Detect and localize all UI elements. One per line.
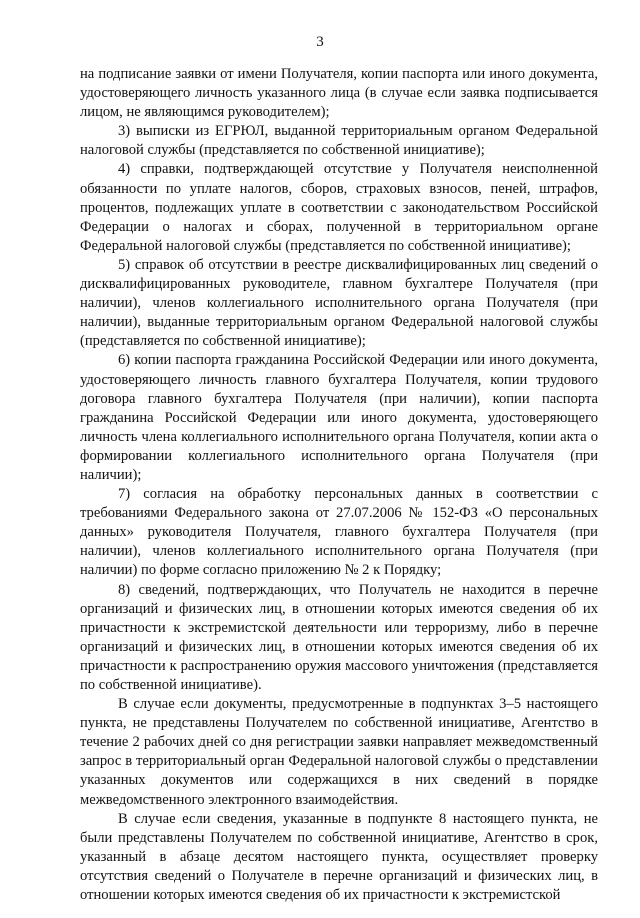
document-body [80, 65, 598, 905]
paragraph-item-8: 8) сведений, подтверждающих, что Получатель не находится в перечне организаций и физических лиц, в отношении которых имеются сведения об их причастности к экстремистской деятельности или терроризму, либо в перечне организаций и физических лиц, в отношении которых имеются сведения об их причастности к распространению оружия массового уничтожения (представляется по собственной инициативе). [80, 581, 598, 693]
paragraph-item-6: 6) копии паспорта гражданина Российской Федерации или иного документа, удостоверяющего личность главного бухгалтера Получателя, копии трудового договора главного бухгалтера Получателя (при наличии), копии паспорта гражданина Российской Федерации или иного документа, удостоверяющего личность члена коллегиального исполнительного органа Получателя, копии акта о формировании коллегиального исполнительного органа Получателя (при наличии); [80, 352, 598, 483]
page-number: 3 [316, 34, 324, 50]
paragraph-item-7: 7) согласия на обработку персональных данных в соответствии с требованиями Федерального закона от 27.07.2006 № 152-ФЗ «О персональных данных» руководителя Получателя, главного бухгалтера Получателя (при наличии), членов коллегиального исполнительного органа Получателя (при наличии) по форме согласно приложению № 2 к Порядку; [80, 486, 598, 579]
paragraph-item-4: 4) справки, подтверждающей отсутствие у Получателя неисполненной обязанности по уплате налогов, сборов, страховых взносов, пеней, штрафов, процентов, подлежащих уплате в соответствии с законодательством Российской Федерации о налогах и сборах, полученной в территориальном органе Федеральной налоговой службы (представляется по собственной инициативе); [80, 161, 598, 254]
paragraph-continuation: на подписание заявки от имени Получателя, копии паспорта или иного документа, удостоверяющего личность указанного лица (в случае если заявка подписывается лицом, не являющимся руководителем); [80, 66, 598, 121]
paragraph-missing-docs: В случае если документы, предусмотренные в подпунктах 3–5 настоящего пункта, не представлены Получателем по собственной инициативе, Агентство в течение 2 рабочих дней со дня регистрации заявки направляет межведомственный запрос в территориальный орган Федеральной налоговой службы о представлении указанных документов или содержащихся в них сведений в порядке межведомственного электронного взаимодействия. [80, 696, 598, 808]
paragraph-missing-info: В случае если сведения, указанные в подпункте 8 настоящего пункта, не были представлены Получателем по собственной инициативе, Агентство в срок, указанный в абзаце десятом настоящего пункта, осуществляет проверку отсутствия сведений о Получателе в перечне организаций и физических лиц, в отношении которых имеются сведения об их причастности к экстремистской [80, 810, 598, 904]
paragraph-item-3: 3) выписки из ЕГРЮЛ, выданной территориальным органом Федеральной налоговой службы (представляется по собственной инициативе); [80, 123, 598, 159]
paragraph-item-5: 5) справок об отсутствии в реестре дисквалифицированных лиц сведений о дисквалифицированных руководителе, главном бухгалтере Получателя (при наличии), членов коллегиального исполнительного органа Получателя (при наличии), выданные территориальным органом Федеральной налоговой службы (представляется по собственной инициативе); [80, 256, 598, 350]
